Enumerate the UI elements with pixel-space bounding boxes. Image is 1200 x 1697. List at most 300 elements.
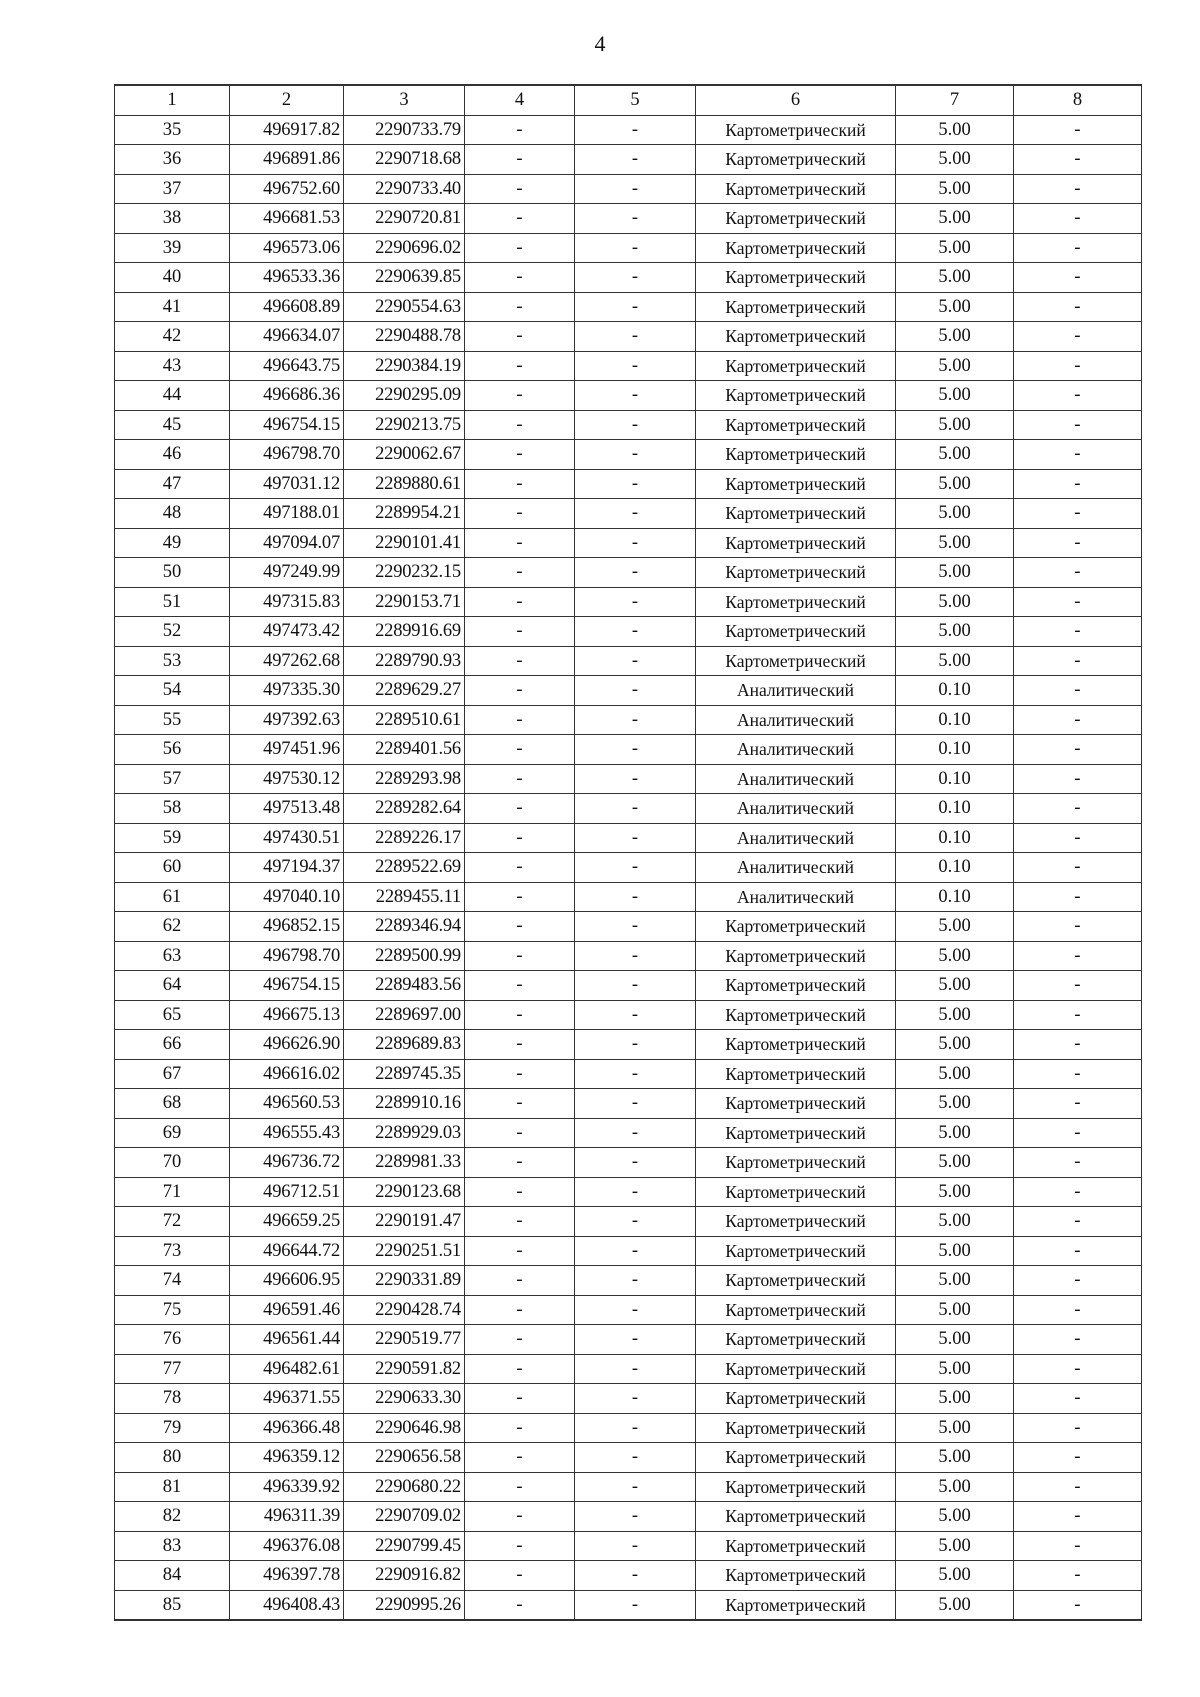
cell-point-number: 67 — [115, 1059, 230, 1089]
cell-point-number: 51 — [115, 587, 230, 617]
cell-accuracy: 5.00 — [896, 1561, 1014, 1591]
table-body — [115, 115, 1142, 1620]
cell-coordinate-x: 496359.12 — [230, 1443, 344, 1473]
cell-coordinate-x: 496891.86 — [230, 145, 344, 175]
column-header-8: 8 — [1014, 85, 1142, 115]
cell-coordinate-x: 496376.08 — [230, 1531, 344, 1561]
cell-coordinate-x: 497040.10 — [230, 882, 344, 912]
table-row — [115, 1561, 1142, 1591]
cell-accuracy: 5.00 — [896, 587, 1014, 617]
cell-coordinate-x: 496408.43 — [230, 1590, 344, 1620]
cell-point-number: 58 — [115, 794, 230, 824]
cell-accuracy: 5.00 — [896, 1177, 1014, 1207]
cell-point-number: 39 — [115, 233, 230, 263]
cell-col-5-value: - — [575, 263, 696, 293]
cell-coordinate-y: 2289689.83 — [344, 1030, 465, 1060]
cell-method: Картометрический — [696, 499, 896, 529]
cell-coordinate-y: 2290232.15 — [344, 558, 465, 588]
cell-point-number: 60 — [115, 853, 230, 883]
cell-method: Картометрический — [696, 1325, 896, 1355]
cell-point-number: 43 — [115, 351, 230, 381]
cell-col-5-value: - — [575, 115, 696, 145]
cell-accuracy: 5.00 — [896, 322, 1014, 352]
cell-method: Картометрический — [696, 1059, 896, 1089]
cell-col-5-value: - — [575, 174, 696, 204]
cell-col-4-value: - — [465, 1177, 575, 1207]
table-row — [115, 1502, 1142, 1532]
cell-point-number: 62 — [115, 912, 230, 942]
table-row — [115, 145, 1142, 175]
cell-coordinate-y: 2289522.69 — [344, 853, 465, 883]
cell-method: Картометрический — [696, 440, 896, 470]
cell-coordinate-y: 2290428.74 — [344, 1295, 465, 1325]
cell-point-number: 85 — [115, 1590, 230, 1620]
cell-col-4-value: - — [465, 174, 575, 204]
cell-col-4-value: - — [465, 764, 575, 794]
cell-col-4-value: - — [465, 469, 575, 499]
cell-col-8-value: - — [1014, 1531, 1142, 1561]
cell-col-4-value: - — [465, 1413, 575, 1443]
cell-coordinate-x: 496573.06 — [230, 233, 344, 263]
cell-coordinate-y: 2290639.85 — [344, 263, 465, 293]
cell-col-4-value: - — [465, 1325, 575, 1355]
cell-method: Картометрический — [696, 115, 896, 145]
cell-method: Картометрический — [696, 204, 896, 234]
cell-col-4-value: - — [465, 1266, 575, 1296]
cell-col-8-value: - — [1014, 1059, 1142, 1089]
cell-col-5-value: - — [575, 145, 696, 175]
cell-col-8-value: - — [1014, 676, 1142, 706]
cell-col-5-value: - — [575, 882, 696, 912]
cell-method: Картометрический — [696, 1531, 896, 1561]
cell-coordinate-y: 2290191.47 — [344, 1207, 465, 1237]
cell-col-4-value: - — [465, 145, 575, 175]
cell-method: Картометрический — [696, 587, 896, 617]
cell-coordinate-y: 2290101.41 — [344, 528, 465, 558]
cell-col-8-value: - — [1014, 617, 1142, 647]
cell-coordinate-x: 496736.72 — [230, 1148, 344, 1178]
cell-accuracy: 5.00 — [896, 1354, 1014, 1384]
column-header-5: 5 — [575, 85, 696, 115]
table-row — [115, 587, 1142, 617]
cell-col-4-value: - — [465, 1472, 575, 1502]
cell-coordinate-y: 2290733.40 — [344, 174, 465, 204]
cell-col-5-value: - — [575, 1059, 696, 1089]
cell-method: Картометрический — [696, 1000, 896, 1030]
cell-col-8-value: - — [1014, 115, 1142, 145]
cell-accuracy: 0.10 — [896, 735, 1014, 765]
table-row — [115, 469, 1142, 499]
cell-col-4-value: - — [465, 794, 575, 824]
cell-coordinate-x: 496616.02 — [230, 1059, 344, 1089]
cell-col-4-value: - — [465, 941, 575, 971]
cell-point-number: 36 — [115, 145, 230, 175]
cell-col-4-value: - — [465, 1531, 575, 1561]
cell-col-5-value: - — [575, 1177, 696, 1207]
cell-coordinate-x: 496634.07 — [230, 322, 344, 352]
table-row — [115, 1413, 1142, 1443]
cell-coordinate-y: 2290696.02 — [344, 233, 465, 263]
table-row — [115, 1030, 1142, 1060]
cell-point-number: 83 — [115, 1531, 230, 1561]
cell-col-8-value: - — [1014, 1325, 1142, 1355]
table-row — [115, 1177, 1142, 1207]
cell-coordinate-x: 497188.01 — [230, 499, 344, 529]
cell-point-number: 42 — [115, 322, 230, 352]
cell-method: Картометрический — [696, 1295, 896, 1325]
cell-coordinate-x: 496712.51 — [230, 1177, 344, 1207]
cell-col-4-value: - — [465, 410, 575, 440]
cell-method: Картометрический — [696, 1443, 896, 1473]
cell-col-8-value: - — [1014, 941, 1142, 971]
cell-coordinate-y: 2290680.22 — [344, 1472, 465, 1502]
table-row — [115, 853, 1142, 883]
cell-coordinate-x: 496561.44 — [230, 1325, 344, 1355]
cell-accuracy: 5.00 — [896, 941, 1014, 971]
cell-coordinate-y: 2290554.63 — [344, 292, 465, 322]
cell-method: Картометрический — [696, 1354, 896, 1384]
cell-accuracy: 5.00 — [896, 440, 1014, 470]
cell-col-4-value: - — [465, 1561, 575, 1591]
cell-col-4-value: - — [465, 853, 575, 883]
cell-col-8-value: - — [1014, 1177, 1142, 1207]
table-row — [115, 381, 1142, 411]
cell-col-4-value: - — [465, 1502, 575, 1532]
table-row — [115, 705, 1142, 735]
cell-method: Картометрический — [696, 1207, 896, 1237]
table-row — [115, 1000, 1142, 1030]
cell-col-4-value: - — [465, 705, 575, 735]
cell-method: Картометрический — [696, 1502, 896, 1532]
cell-coordinate-y: 2290916.82 — [344, 1561, 465, 1591]
cell-accuracy: 0.10 — [896, 676, 1014, 706]
cell-method: Картометрический — [696, 558, 896, 588]
cell-col-8-value: - — [1014, 1590, 1142, 1620]
cell-accuracy: 5.00 — [896, 1266, 1014, 1296]
cell-col-8-value: - — [1014, 1384, 1142, 1414]
cell-col-4-value: - — [465, 440, 575, 470]
cell-col-5-value: - — [575, 1443, 696, 1473]
cell-col-8-value: - — [1014, 705, 1142, 735]
cell-col-4-value: - — [465, 263, 575, 293]
cell-col-5-value: - — [575, 499, 696, 529]
cell-coordinate-y: 2289293.98 — [344, 764, 465, 794]
table-row — [115, 204, 1142, 234]
cell-coordinate-x: 497315.83 — [230, 587, 344, 617]
cell-col-4-value: - — [465, 1000, 575, 1030]
cell-method: Картометрический — [696, 410, 896, 440]
cell-method: Картометрический — [696, 469, 896, 499]
cell-coordinate-y: 2290331.89 — [344, 1266, 465, 1296]
table-row — [115, 882, 1142, 912]
cell-coordinate-y: 2289954.21 — [344, 499, 465, 529]
cell-col-8-value: - — [1014, 735, 1142, 765]
table-row — [115, 1295, 1142, 1325]
cell-coordinate-y: 2289629.27 — [344, 676, 465, 706]
cell-col-4-value: - — [465, 676, 575, 706]
cell-accuracy: 5.00 — [896, 292, 1014, 322]
cell-accuracy: 5.00 — [896, 1030, 1014, 1060]
cell-col-5-value: - — [575, 292, 696, 322]
cell-coordinate-y: 2290591.82 — [344, 1354, 465, 1384]
cell-point-number: 78 — [115, 1384, 230, 1414]
table-row — [115, 764, 1142, 794]
cell-coordinate-x: 497530.12 — [230, 764, 344, 794]
cell-coordinate-y: 2289981.33 — [344, 1148, 465, 1178]
cell-coordinate-x: 496366.48 — [230, 1413, 344, 1443]
cell-coordinate-y: 2290213.75 — [344, 410, 465, 440]
cell-col-4-value: - — [465, 1590, 575, 1620]
cell-point-number: 40 — [115, 263, 230, 293]
cell-coordinate-y: 2289401.56 — [344, 735, 465, 765]
cell-method: Аналитический — [696, 735, 896, 765]
cell-accuracy: 5.00 — [896, 617, 1014, 647]
cell-method: Картометрический — [696, 1384, 896, 1414]
cell-point-number: 55 — [115, 705, 230, 735]
cell-col-4-value: - — [465, 1443, 575, 1473]
cell-point-number: 64 — [115, 971, 230, 1001]
cell-col-4-value: - — [465, 823, 575, 853]
table-row — [115, 233, 1142, 263]
page-number: 4 — [594, 31, 606, 56]
cell-point-number: 47 — [115, 469, 230, 499]
cell-coordinate-y: 2290733.79 — [344, 115, 465, 145]
cell-coordinate-x: 496659.25 — [230, 1207, 344, 1237]
cell-accuracy: 5.00 — [896, 558, 1014, 588]
cell-col-5-value: - — [575, 1266, 696, 1296]
cell-point-number: 68 — [115, 1089, 230, 1119]
cell-col-5-value: - — [575, 971, 696, 1001]
cell-coordinate-x: 496798.70 — [230, 941, 344, 971]
cell-coordinate-y: 2289929.03 — [344, 1118, 465, 1148]
cell-coordinate-x: 496681.53 — [230, 204, 344, 234]
cell-accuracy: 5.00 — [896, 528, 1014, 558]
table-row — [115, 1531, 1142, 1561]
table-row — [115, 292, 1142, 322]
table-row — [115, 1059, 1142, 1089]
cell-coordinate-x: 496917.82 — [230, 115, 344, 145]
cell-accuracy: 0.10 — [896, 823, 1014, 853]
cell-coordinate-y: 2289790.93 — [344, 646, 465, 676]
cell-accuracy: 5.00 — [896, 1000, 1014, 1030]
cell-method: Картометрический — [696, 322, 896, 352]
cell-col-8-value: - — [1014, 1118, 1142, 1148]
cell-coordinate-x: 497473.42 — [230, 617, 344, 647]
table-row — [115, 410, 1142, 440]
table-row — [115, 941, 1142, 971]
cell-point-number: 81 — [115, 1472, 230, 1502]
cell-coordinate-x: 496606.95 — [230, 1266, 344, 1296]
cell-method: Картометрический — [696, 1266, 896, 1296]
cell-col-5-value: - — [575, 1384, 696, 1414]
cell-method: Картометрический — [696, 233, 896, 263]
cell-col-4-value: - — [465, 1354, 575, 1384]
cell-point-number: 49 — [115, 528, 230, 558]
cell-coordinate-x: 497392.63 — [230, 705, 344, 735]
cell-col-5-value: - — [575, 1354, 696, 1384]
cell-method: Картометрический — [696, 912, 896, 942]
cell-accuracy: 5.00 — [896, 499, 1014, 529]
cell-col-5-value: - — [575, 1472, 696, 1502]
cell-accuracy: 5.00 — [896, 1148, 1014, 1178]
cell-accuracy: 5.00 — [896, 1295, 1014, 1325]
cell-method: Картометрический — [696, 1561, 896, 1591]
cell-point-number: 74 — [115, 1266, 230, 1296]
cell-point-number: 53 — [115, 646, 230, 676]
table-row — [115, 528, 1142, 558]
cell-point-number: 38 — [115, 204, 230, 234]
cell-col-8-value: - — [1014, 794, 1142, 824]
cell-coordinate-x: 497031.12 — [230, 469, 344, 499]
cell-coordinate-x: 496754.15 — [230, 410, 344, 440]
cell-col-4-value: - — [465, 1118, 575, 1148]
cell-point-number: 57 — [115, 764, 230, 794]
cell-col-5-value: - — [575, 1207, 696, 1237]
cell-point-number: 50 — [115, 558, 230, 588]
cell-col-8-value: - — [1014, 351, 1142, 381]
cell-col-8-value: - — [1014, 263, 1142, 293]
cell-coordinate-y: 2290709.02 — [344, 1502, 465, 1532]
cell-coordinate-x: 496311.39 — [230, 1502, 344, 1532]
cell-col-5-value: - — [575, 1531, 696, 1561]
cell-col-4-value: - — [465, 558, 575, 588]
table-row — [115, 1384, 1142, 1414]
cell-coordinate-y: 2290519.77 — [344, 1325, 465, 1355]
cell-accuracy: 5.00 — [896, 263, 1014, 293]
cell-point-number: 70 — [115, 1148, 230, 1178]
cell-coordinate-y: 2290295.09 — [344, 381, 465, 411]
cell-point-number: 48 — [115, 499, 230, 529]
cell-accuracy: 5.00 — [896, 646, 1014, 676]
cell-coordinate-x: 496608.89 — [230, 292, 344, 322]
cell-col-5-value: - — [575, 558, 696, 588]
cell-col-8-value: - — [1014, 823, 1142, 853]
cell-col-8-value: - — [1014, 1472, 1142, 1502]
cell-coordinate-y: 2290384.19 — [344, 351, 465, 381]
cell-col-8-value: - — [1014, 292, 1142, 322]
cell-coordinate-x: 496591.46 — [230, 1295, 344, 1325]
cell-coordinate-y: 2290153.71 — [344, 587, 465, 617]
cell-method: Картометрический — [696, 351, 896, 381]
table-row — [115, 558, 1142, 588]
cell-method: Картометрический — [696, 1089, 896, 1119]
cell-col-5-value: - — [575, 587, 696, 617]
table-row — [115, 1472, 1142, 1502]
cell-method: Аналитический — [696, 853, 896, 883]
cell-point-number: 72 — [115, 1207, 230, 1237]
cell-col-8-value: - — [1014, 440, 1142, 470]
cell-method: Картометрический — [696, 1148, 896, 1178]
table-row — [115, 1590, 1142, 1620]
cell-accuracy: 5.00 — [896, 1413, 1014, 1443]
cell-coordinate-x: 496560.53 — [230, 1089, 344, 1119]
cell-col-8-value: - — [1014, 1502, 1142, 1532]
cell-method: Картометрический — [696, 381, 896, 411]
cell-coordinate-x: 496482.61 — [230, 1354, 344, 1384]
cell-col-4-value: - — [465, 1236, 575, 1266]
cell-col-5-value: - — [575, 912, 696, 942]
table-row — [115, 971, 1142, 1001]
cell-coordinate-y: 2290251.51 — [344, 1236, 465, 1266]
cell-col-8-value: - — [1014, 469, 1142, 499]
cell-col-8-value: - — [1014, 912, 1142, 942]
cell-col-4-value: - — [465, 204, 575, 234]
table-row — [115, 823, 1142, 853]
cell-point-number: 59 — [115, 823, 230, 853]
cell-accuracy: 5.00 — [896, 233, 1014, 263]
cell-method: Картометрический — [696, 1472, 896, 1502]
cell-col-5-value: - — [575, 528, 696, 558]
cell-col-5-value: - — [575, 853, 696, 883]
cell-col-8-value: - — [1014, 1443, 1142, 1473]
cell-coordinate-y: 2290646.98 — [344, 1413, 465, 1443]
cell-col-4-value: - — [465, 1148, 575, 1178]
cell-col-5-value: - — [575, 233, 696, 263]
cell-col-4-value: - — [465, 1207, 575, 1237]
cell-method: Картометрический — [696, 941, 896, 971]
cell-method: Картометрический — [696, 971, 896, 1001]
cell-col-8-value: - — [1014, 1000, 1142, 1030]
table-row — [115, 1207, 1142, 1237]
cell-method: Картометрический — [696, 174, 896, 204]
cell-col-8-value: - — [1014, 528, 1142, 558]
cell-col-8-value: - — [1014, 174, 1142, 204]
cell-accuracy: 5.00 — [896, 1590, 1014, 1620]
cell-method: Картометрический — [696, 263, 896, 293]
cell-coordinate-x: 496675.13 — [230, 1000, 344, 1030]
cell-col-4-value: - — [465, 912, 575, 942]
cell-accuracy: 0.10 — [896, 764, 1014, 794]
cell-point-number: 52 — [115, 617, 230, 647]
cell-col-4-value: - — [465, 587, 575, 617]
cell-method: Аналитический — [696, 823, 896, 853]
cell-coordinate-y: 2290123.68 — [344, 1177, 465, 1207]
cell-point-number: 66 — [115, 1030, 230, 1060]
table-row — [115, 1325, 1142, 1355]
cell-coordinate-y: 2290799.45 — [344, 1531, 465, 1561]
cell-coordinate-y: 2289910.16 — [344, 1089, 465, 1119]
cell-method: Аналитический — [696, 676, 896, 706]
cell-point-number: 41 — [115, 292, 230, 322]
cell-method: Картометрический — [696, 1030, 896, 1060]
cell-col-4-value: - — [465, 1089, 575, 1119]
cell-accuracy: 5.00 — [896, 1531, 1014, 1561]
cell-col-8-value: - — [1014, 646, 1142, 676]
cell-col-8-value: - — [1014, 558, 1142, 588]
cell-method: Картометрический — [696, 292, 896, 322]
cell-point-number: 35 — [115, 115, 230, 145]
table-row — [115, 440, 1142, 470]
cell-accuracy: 5.00 — [896, 1325, 1014, 1355]
cell-accuracy: 5.00 — [896, 1089, 1014, 1119]
cell-accuracy: 0.10 — [896, 853, 1014, 883]
cell-accuracy: 0.10 — [896, 882, 1014, 912]
cell-col-4-value: - — [465, 233, 575, 263]
cell-col-5-value: - — [575, 469, 696, 499]
cell-col-5-value: - — [575, 1118, 696, 1148]
cell-coordinate-y: 2289346.94 — [344, 912, 465, 942]
cell-coordinate-x: 497335.30 — [230, 676, 344, 706]
cell-coordinate-y: 2289510.61 — [344, 705, 465, 735]
table-row — [115, 263, 1142, 293]
cell-col-5-value: - — [575, 1561, 696, 1591]
cell-point-number: 45 — [115, 410, 230, 440]
cell-accuracy: 0.10 — [896, 794, 1014, 824]
cell-method: Аналитический — [696, 882, 896, 912]
cell-coordinate-x: 497451.96 — [230, 735, 344, 765]
cell-coordinate-x: 496626.90 — [230, 1030, 344, 1060]
cell-col-4-value: - — [465, 735, 575, 765]
